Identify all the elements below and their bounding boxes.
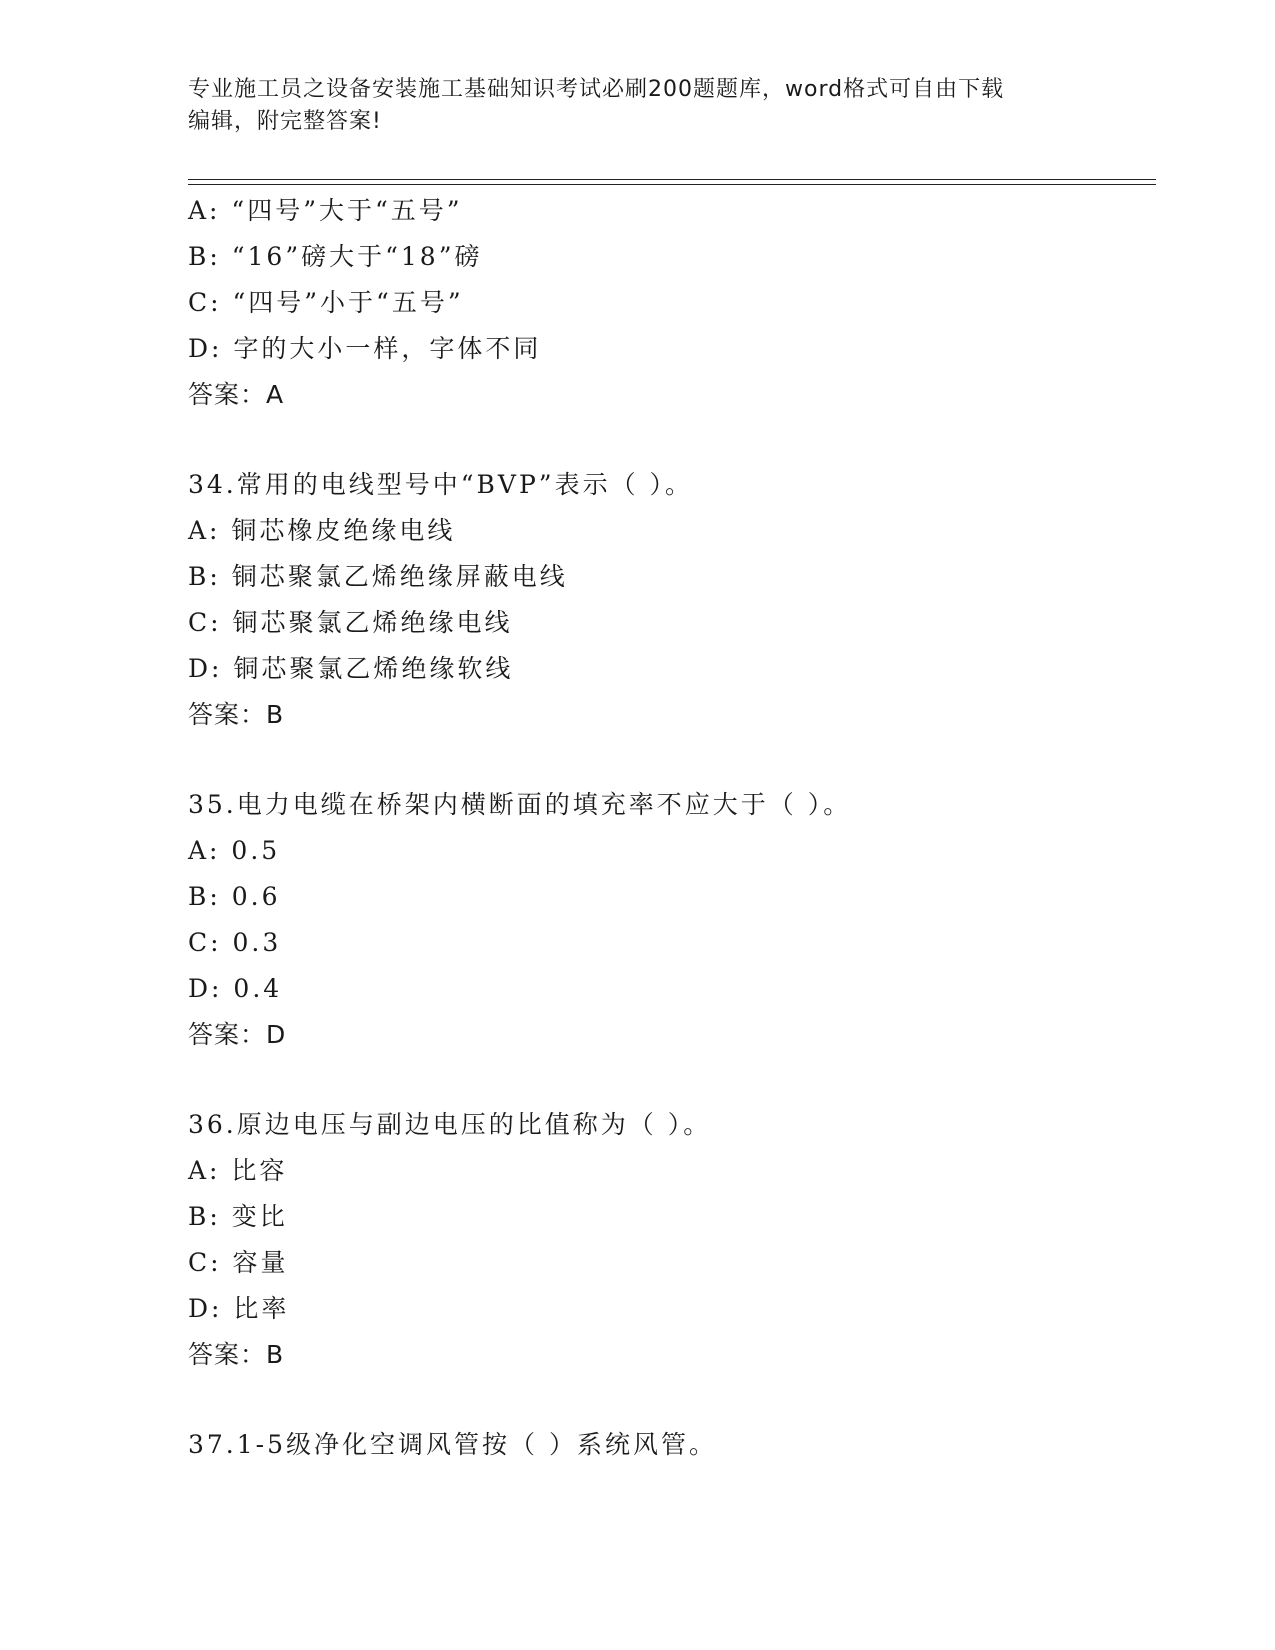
option-d: D: 字的大小一样，字体不同 (188, 334, 542, 363)
option-b: B: “16”磅大于“18”磅 (188, 242, 483, 271)
question-33 (188, 188, 1156, 418)
question-text: 35.电力电缆在桥架内横断面的填充率不应大于（ ）。 (188, 790, 852, 819)
document-header (188, 74, 1088, 138)
option-b: B: 0.6 (188, 882, 281, 911)
option-b: B: 变比 (188, 1202, 288, 1231)
question-text: 36.原边电压与副边电压的比值称为（ ）。 (188, 1110, 712, 1139)
option-c: C: 0.3 (188, 928, 282, 957)
option-d: D: 铜芯聚氯乙烯绝缘软线 (188, 654, 514, 683)
question-spacer (188, 738, 1156, 782)
option-c: C: “四号”小于“五号” (188, 288, 464, 317)
option-d: D: 比率 (188, 1294, 290, 1323)
option-d: D: 0.4 (188, 974, 283, 1003)
question-36 (188, 1102, 1156, 1378)
option-a: A: “四号”大于“五号” (188, 196, 463, 225)
question-list (188, 188, 1156, 1468)
question-text: 34.常用的电线型号中“BVP”表示（ ）。 (188, 470, 694, 499)
option-c: C: 铜芯聚氯乙烯绝缘电线 (188, 608, 513, 637)
answer-line: 答案：B (188, 700, 285, 729)
option-a: A: 比容 (188, 1156, 288, 1185)
question-35 (188, 782, 1156, 1058)
header-divider-top (188, 179, 1156, 180)
option-b: B: 铜芯聚氯乙烯绝缘屏蔽电线 (188, 562, 568, 591)
answer-line: 答案：A (188, 380, 285, 409)
answer-line: 答案：D (188, 1020, 287, 1049)
option-c: C: 容量 (188, 1248, 289, 1277)
header-title-line-1: 专业施工员之设备安装施工基础知识考试必刷200题题库，word格式可自由下载 (188, 77, 1005, 102)
option-a: A: 铜芯橡皮绝缘电线 (188, 516, 456, 545)
question-spacer (188, 1058, 1156, 1102)
question-spacer (188, 1378, 1156, 1422)
header-title-line-2: 编辑，附完整答案! (188, 109, 382, 134)
answer-line: 答案：B (188, 1340, 285, 1369)
header-divider-bottom (188, 184, 1156, 185)
question-text: 37.1-5级净化空调风管按（ ）系统风管。 (188, 1430, 717, 1459)
question-spacer (188, 418, 1156, 462)
question-37 (188, 1422, 1156, 1468)
question-34 (188, 462, 1156, 738)
option-a: A: 0.5 (188, 836, 281, 865)
